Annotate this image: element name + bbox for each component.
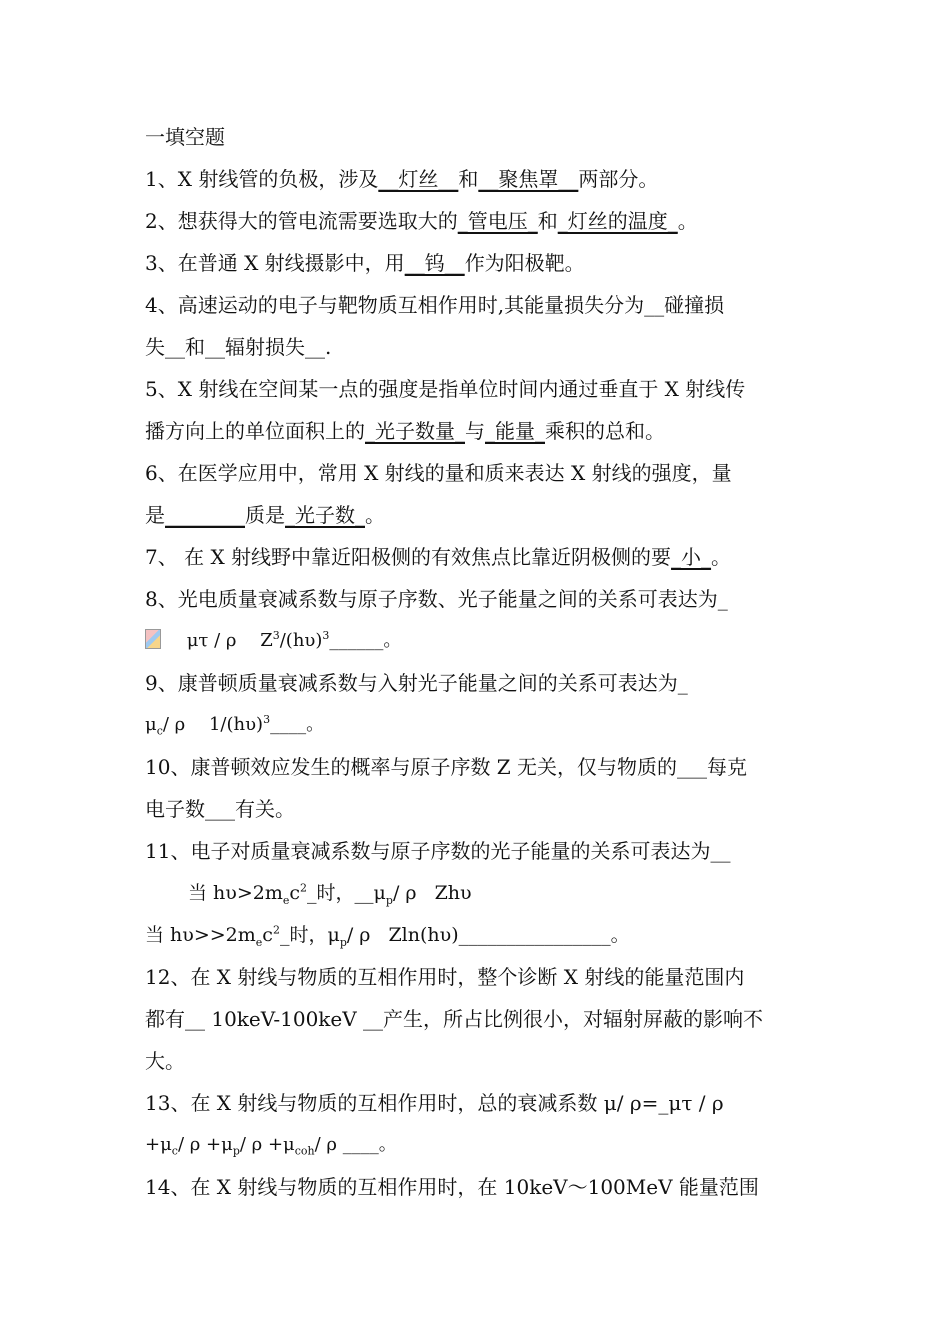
question-11-line-3: 当 $h\upsilon>>2m_ec^2\_$时，$\mu_p/$ ρ Zln(hυ)________________。 — [145, 923, 630, 949]
question-2: 2、想获得大的管电流需要选取大的_管电压_和_灯丝的温度_。 — [145, 209, 698, 233]
question-11-line-2: 当 $h\upsilon>2m_ec^2\_$时，$\_\_\mu_p/$ ρ Zhυ — [188, 881, 472, 907]
question-14-line-1: 14、在 X 射线与物质的互相作用时，在 10keV～100MeV 能量范围 — [145, 1175, 759, 1199]
question-5-line-2: 播方向上的单位面积上的_光子数量_与_能量_乘积的总和。 — [145, 419, 665, 443]
question-11-line-1: 11、电子对质量衰减系数与原子序数的光子能量的关系可表达为__ — [145, 839, 731, 863]
question-13-line-1: 13、在 X 射线与物质的互相作用时，总的衰减系数 μ/ ρ=_μτ / ρ — [145, 1091, 724, 1115]
question-12-line-1: 12、在 X 射线与物质的互相作用时，整个诊断 X 射线的能量范围内 — [145, 965, 745, 989]
question-5-line-1: 5、X 射线在空间某一点的强度是指单位时间内通过垂直于 X 射线传 — [145, 377, 746, 401]
question-7: 7、 在 X 射线野中靠近阳极侧的有效焦点比靠近阴极侧的要_小_。 — [145, 545, 732, 569]
question-1: 1、X 射线管的负极，涉及__灯丝__和__聚焦罩__两部分。 — [145, 167, 659, 191]
question-10-line-1: 10、康普顿效应发生的概率与原子序数 Z 无关，仅与物质的___每克 — [145, 755, 748, 779]
question-6-line-2: 是________质是_光子数_。 — [145, 503, 385, 527]
question-4-line-2: 失__和__辐射损失__. — [145, 335, 332, 359]
question-13-line-2: $+\mu_c/$ $\rho +\mu_p/$ $\rho +\mu_{coh}/$ ρ ____。 — [145, 1134, 397, 1158]
question-12-line-3: 大。 — [145, 1049, 185, 1073]
question-4-line-1: 4、高速运动的电子与靶物质互相作用时,其能量损失分为__碰撞损 — [145, 293, 725, 317]
broken-image-icon — [145, 629, 161, 649]
question-10-line-2: 电子数___有关。 — [145, 797, 295, 821]
question-8-line-2: μτ / ρ $Z^3/(h\upsilon)^3\_\_\_\_\_\_$。 — [145, 627, 810, 655]
question-8-line-1: 8、光电质量衰减系数与原子序数、光子能量之间的关系可表达为_ — [145, 587, 728, 611]
question-12-line-2: 都有__ 10keV-100keV __产生，所占比例很小，对辐射屏蔽的影响不 — [145, 1007, 764, 1031]
question-9-line-1: 9、康普顿质量衰减系数与入射光子能量之间的关系可表达为_ — [145, 671, 688, 695]
question-6-line-1: 6、在医学应用中，常用 X 射线的量和质来表达 X 射线的强度，量 — [145, 461, 732, 485]
section-title: 一填空题 — [145, 125, 225, 149]
question-9-line-2: $\mu_c/$ ρ $1/(h\upsilon)^3\_\_\_\_$。 — [145, 713, 325, 738]
question-3: 3、在普通 X 射线摄影中，用__钨__作为阳极靶。 — [145, 251, 585, 275]
